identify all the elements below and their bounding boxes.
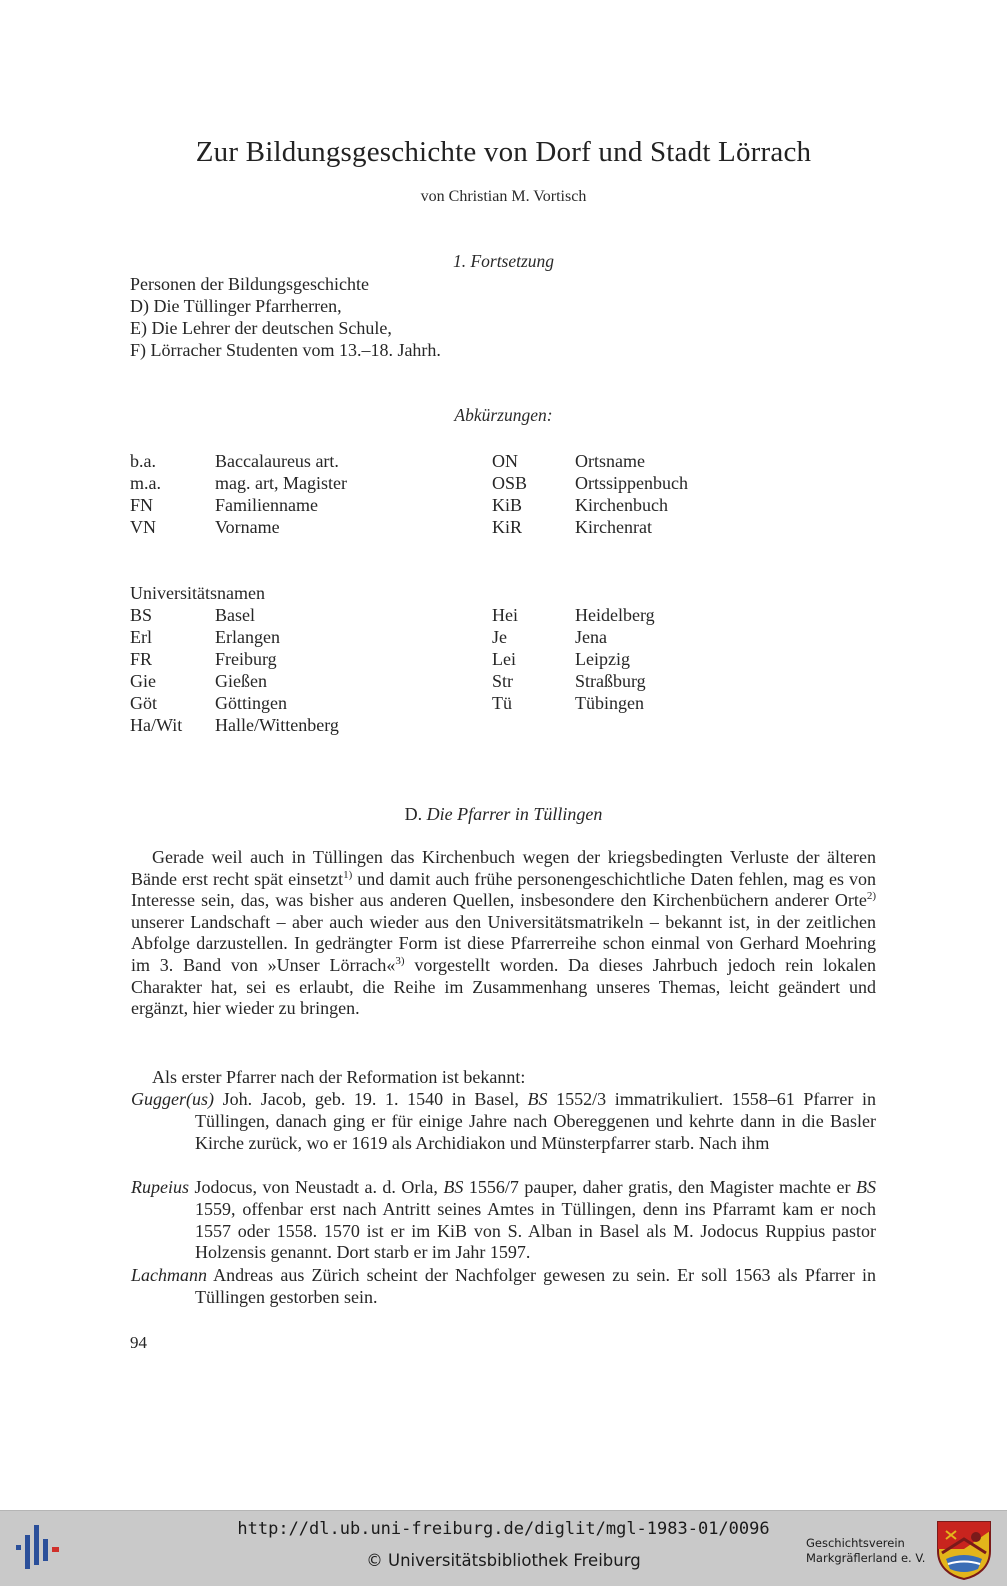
entry-text: Andreas aus Zürich scheint der Nachfolger gewesen zu sein. Er soll 1563 als Pfarrer in Tüllingen gestorben sein. [195,1265,876,1307]
abbr-meaning: Ortsname [575,451,645,471]
intro-line: Personen der Bildungsgeschichte [130,274,369,294]
uni-abbr: Str [492,671,514,691]
uni-abbr: Je [492,627,507,647]
abbr-meaning: Kirchenrat [575,517,652,537]
entry-text: Jodocus, von Neustadt a. d. Orla, [189,1177,444,1197]
uni-name: Leipzig [575,649,630,669]
abbr-meaning: Vorname [215,517,280,537]
pastor-entry [131,1177,876,1264]
entry-text: 1559, offenbar erst nach Antritt seines Amtes in Tüllingen, denn ins Pfarramt kam er noch 1557 oder 1558. 1570 ist er im KiB von S. Alban in Basel als M. Jodocus Ruppius pastor Holzensis genannt. Dort starb er im Jahr 1597. [195,1198,876,1263]
society-line: Markgräflerland e. V. [806,1551,926,1565]
footer-copyright: © Universitätsbibliothek Freiburg [366,1551,641,1570]
pastor-name: Gugger(us) [131,1089,214,1109]
abbr-cell: ON [492,451,518,471]
uni-abbr: Göt [130,693,157,713]
uni-abbr: Erl [130,627,152,647]
uni-name: Erlangen [215,627,280,647]
entry-text: 1552/3 immatrikuliert. 1558–61 Pfarrer in Tüllingen, danach ging er für einige Jahre nach Obereggenen und kehrte dann in die Basler Kirche zurück, wo er 1619 als Archidiakon und Münsterpfarrer starb. Nach ihm [195,1089,876,1153]
uni-name: Gießen [215,671,267,691]
society-name [806,1536,925,1566]
page-title: Zur Bildungsgeschichte von Dorf und Stadt Lörrach [195,136,812,168]
uni-name: Straßburg [575,671,646,691]
abbr-meaning: Kirchenbuch [575,495,668,515]
uni-name: Tübingen [575,693,644,713]
footnote-marker: 1) [343,868,353,881]
body-paragraph [131,847,876,1020]
abbr-meaning: Familienname [215,495,318,515]
uni-abbr: FR [130,649,153,669]
uni-name: Heidelberg [575,605,655,625]
author-line: von Christian M. Vortisch [420,188,587,205]
entry-text: 1556/7 pauper, daher gratis, den Magister machte er [463,1177,856,1197]
pastor-name: Lachmann [131,1265,207,1285]
footer-bar [0,1510,1007,1586]
intro-line: F) Lörracher Studenten vom 13.–18. Jahrh. [130,340,441,360]
abbr-cell: m.a. [130,473,161,493]
uni-name: Basel [215,605,255,625]
body-paragraph [131,1067,876,1089]
pastor-entry [131,1089,876,1154]
society-line: Geschichtsverein [806,1536,905,1550]
abbr-cell: FN [130,495,154,515]
uni-abbr: Gie [130,671,156,691]
paragraph-text: vorgestellt worden. Da dieses Jahrbuch jedoch rein lokalen Charakter hat, sei es erlaubt, die Reihe im Zusammenhang unseres Themas, leicht geändert und ergänzt, hier wieder zu bringen. [131,954,876,1019]
abbr-meaning: Ortssippenbuch [575,473,688,493]
uni-abbr: Ha/Wit [130,715,183,735]
abbr-meaning: mag. art, Magister [215,473,347,493]
pastor-name: Rupeius [131,1177,189,1197]
university-abbr: BS [443,1177,464,1197]
entry-text: Joh. Jacob, geb. 19. 1. 1540 in Basel, [214,1089,528,1109]
universities-heading: Universitätsnamen [130,583,265,603]
abbr-cell: KiR [492,517,523,537]
page-number: 94 [130,1333,147,1352]
footer-url-link[interactable]: http://dl.ub.uni-freiburg.de/diglit/mgl-1983-01/0096 [237,1519,770,1539]
paragraph-text: Gerade weil auch in Tüllingen das Kirchenbuch wegen der kriegsbedingten Verluste der älteren Bände erst recht spät einsetzt [131,847,876,889]
abbr-meaning: Baccalaureus art. [215,451,339,471]
section-letter: D. [404,804,423,824]
abbr-cell: b.a. [130,451,156,471]
uni-name: Jena [575,627,607,647]
section-heading [0,804,1007,825]
uni-name: Göttingen [215,693,287,713]
paragraph-text: unserer Landschaft – aber auch wieder aus den Universitätsmatrikeln – bekannt ist, in der zeitlichen Abfolge darzustellen. In gedrängter Form ist diese Pfarrerreihe schon einmal von Gerhard Moehring im 3. Band von »Unser Lörrach« [131,911,876,975]
university-abbr: BS [855,1177,876,1197]
uni-abbr: BS [130,605,153,625]
abbr-cell: KiB [492,495,523,515]
section-title: Die Pfarrer in Tüllingen [426,804,603,824]
uni-name: Freiburg [215,649,277,669]
footnote-marker: 3) [395,954,405,967]
uni-abbr: Hei [492,605,518,625]
paragraph-text: Als erster Pfarrer nach der Reformation ist bekannt: [152,1067,526,1087]
uni-abbr: Tü [492,693,512,713]
abbr-cell: OSB [492,473,528,493]
abbreviations-heading: Abkürzungen: [454,405,553,425]
university-abbr: BS [527,1089,548,1109]
continuation-subtitle: 1. Fortsetzung [452,251,555,271]
uni-abbr: Lei [492,649,516,669]
coat-of-arms-crest-icon [934,1519,994,1581]
abbr-cell: VN [130,517,156,537]
intro-line: D) Die Tüllinger Pfarrherren, [130,296,342,316]
paragraph-text: und damit auch frühe personengeschichtliche Daten fehlen, mag es von Interesse sein, das, was bisher aus anderen Quellen, insbesondere den Kirchenbüchern anderer Orte [131,868,876,911]
uni-name: Halle/Wittenberg [215,715,339,735]
pastor-entry [131,1265,876,1309]
footnote-marker: 2) [866,890,876,903]
intro-line: E) Die Lehrer der deutschen Schule, [130,318,392,338]
